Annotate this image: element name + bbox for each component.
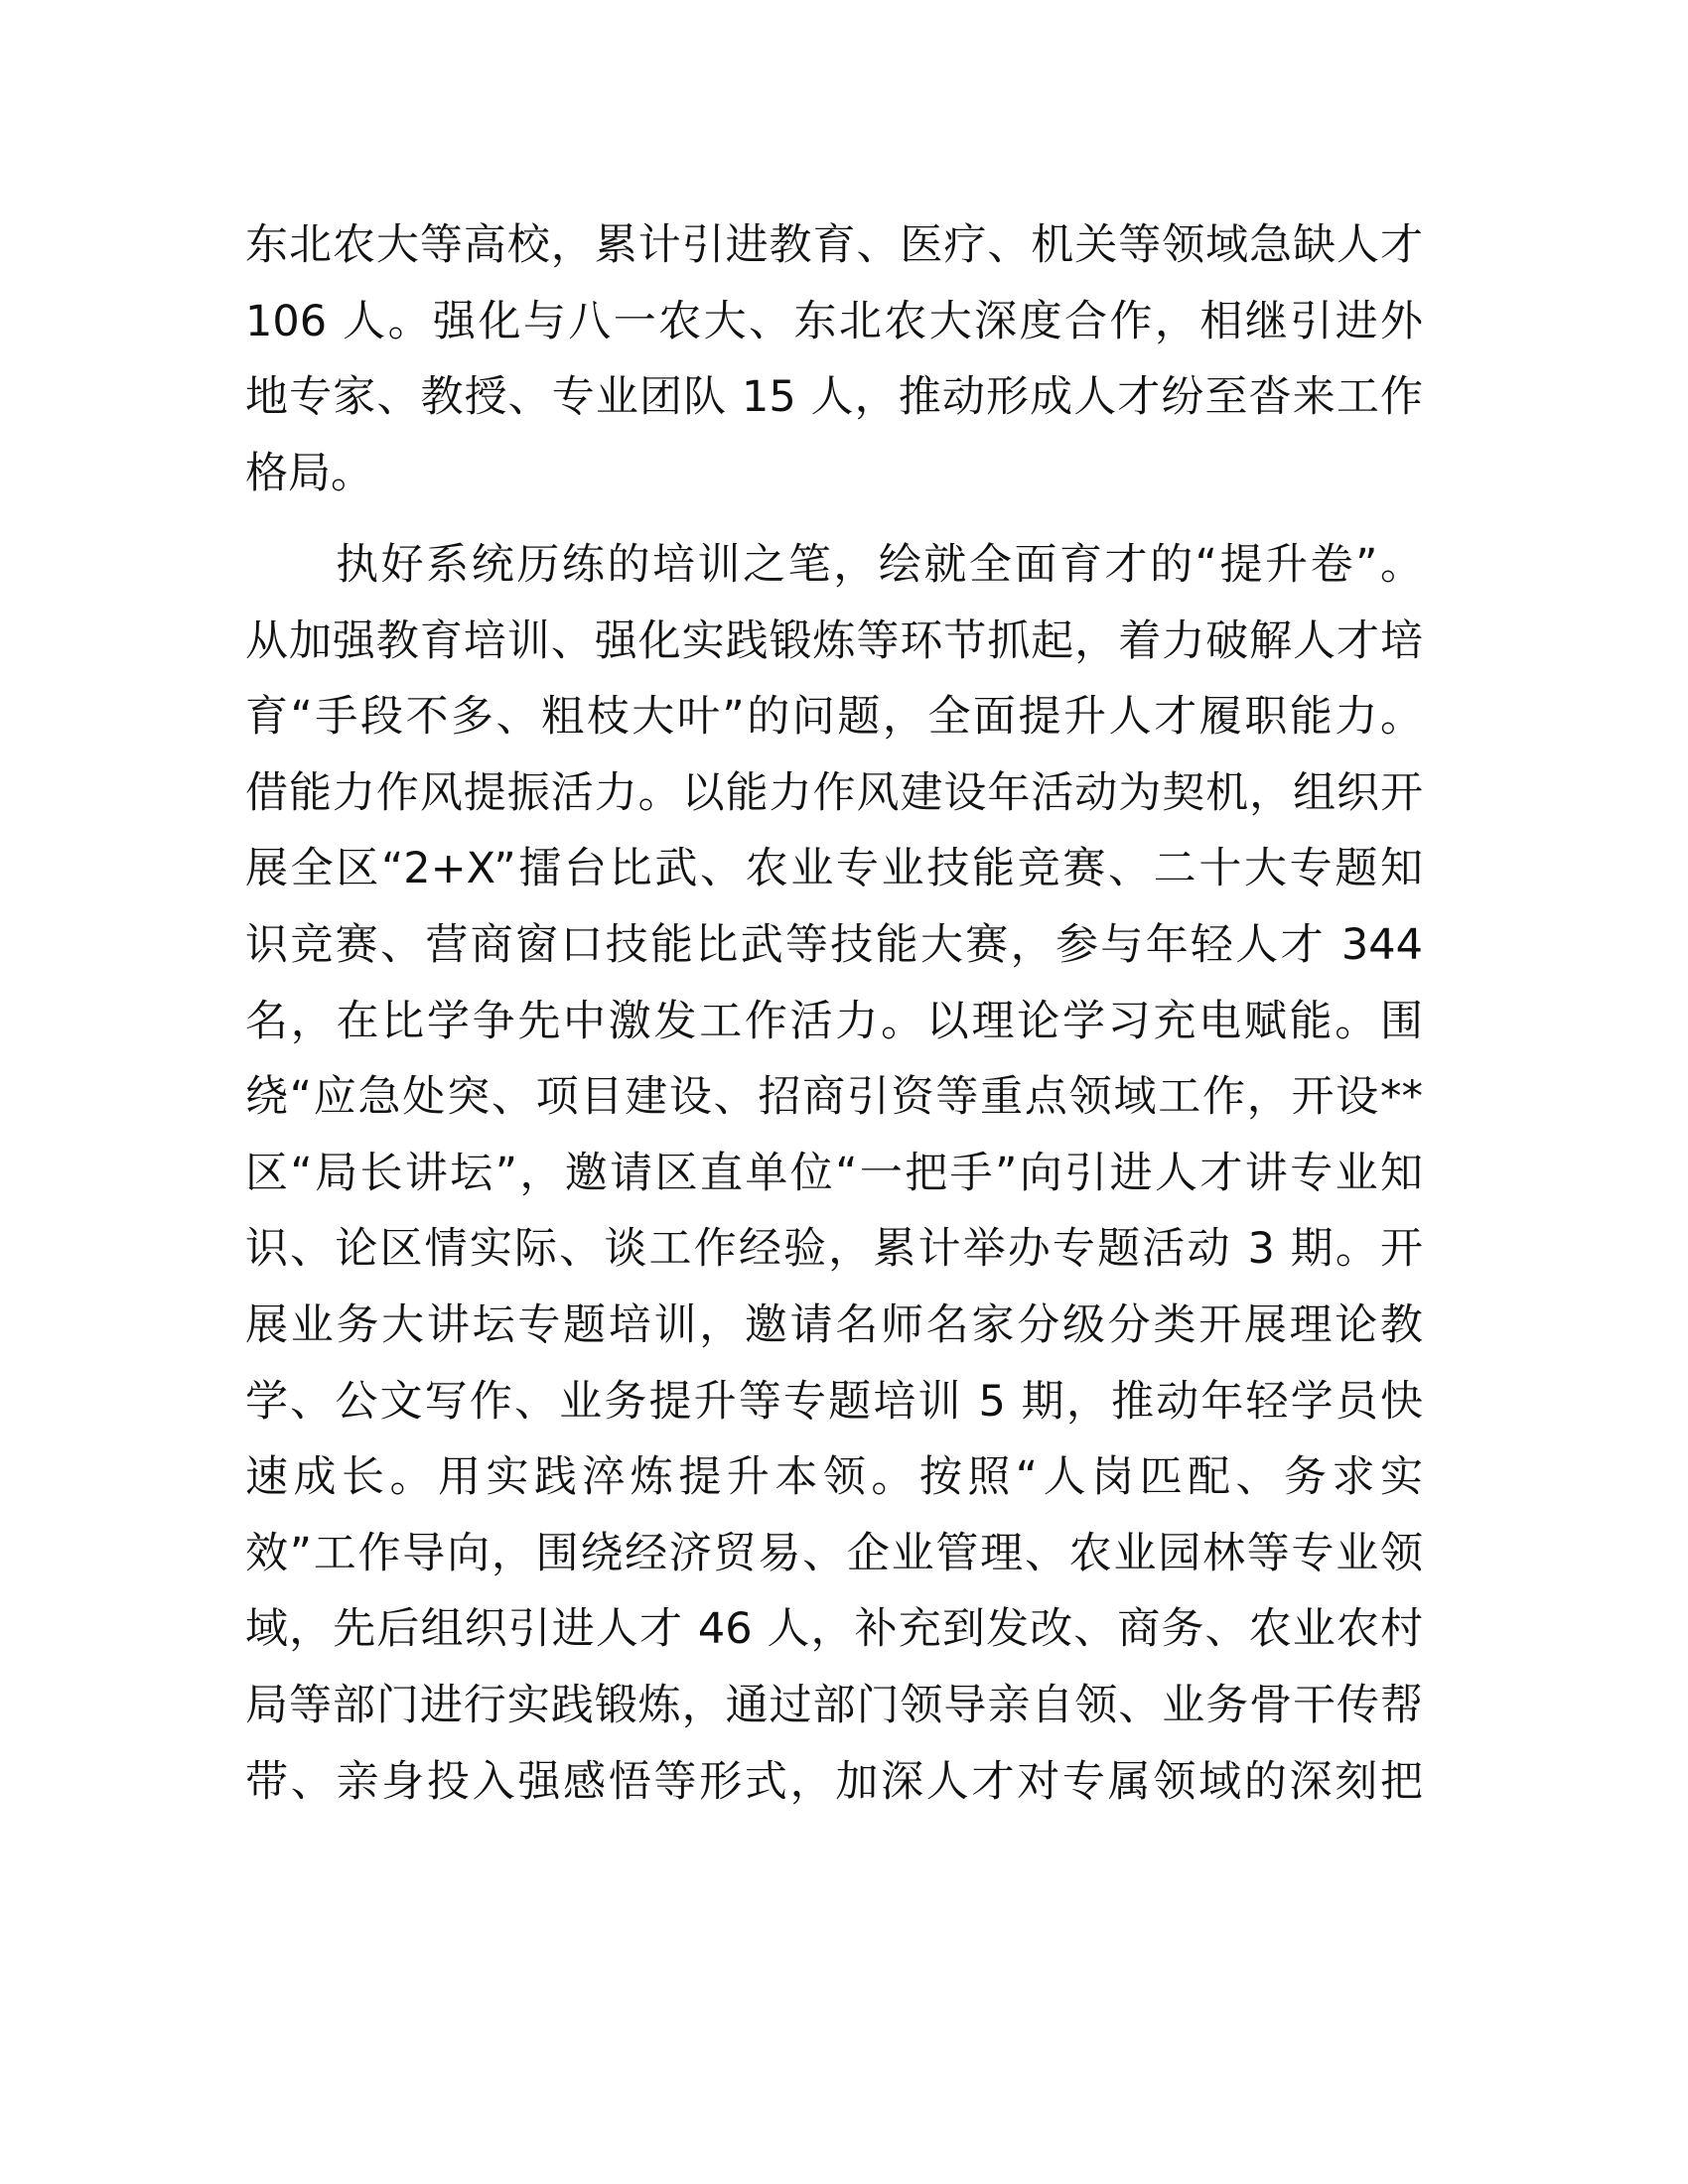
text-line: 东北农大等高校，累计引进教育、医疗、机关等领域急缺人才 — [245, 220, 1423, 270]
text-line: 区“局长讲坛”，邀请区直单位“一把手”向引进人才讲专业知 — [245, 1148, 1423, 1198]
text-line: 展全区“2+X”擂台比武、农业专业技能竞赛、二十大专题知 — [245, 844, 1423, 894]
text-line: 识竞赛、营商窗口技能比武等技能大赛，参与年轻人才 344 — [245, 920, 1423, 970]
text-line: 展业务大讲坛专题培训，邀请名师名家分级分类开展理论教 — [245, 1300, 1423, 1350]
text-line: 地专家、教授、专业团队 15 人，推动形成人才纷至沓来工作 — [245, 372, 1423, 423]
text-line: 106 人。强化与八一农大、东北农大深度合作，相继引进外 — [245, 296, 1423, 346]
text-line: 域，先后组织引进人才 46 人，补充到发改、商务、农业农村 — [245, 1604, 1423, 1655]
text-line: 借能力作风提振活力。以能力作风建设年活动为契机，组织开 — [245, 767, 1423, 818]
text-line: 局等部门进行实践锻炼，通过部门领导亲自领、业务骨干传帮 — [245, 1681, 1423, 1730]
text-line: 育“手段不多、粗枝大叶”的问题，全面提升人才履职能力。 — [245, 692, 1423, 743]
text-line: 从加强教育培训、强化实践锻炼等环节抓起，着力破解人才培 — [245, 615, 1423, 666]
text-line: 学、公文写作、业务提升等专题培训 5 期，推动年轻学员快 — [245, 1376, 1423, 1427]
text-line: 名，在比学争先中激发工作活力。以理论学习充电赋能。围 — [245, 996, 1423, 1046]
text-line: 效”工作导向，围绕经济贸易、企业管理、农业园林等专业领 — [245, 1528, 1423, 1578]
text-line: 执好系统历练的培训之笔，绘就全面育才的“提升卷”。 — [245, 540, 1423, 590]
text-line: 速成长。用实践淬炼提升本领。按照“人岗匹配、务求实 — [245, 1452, 1423, 1503]
text-line: 格局。 — [245, 448, 373, 498]
text-line: 带、亲身投入强感悟等形式，加深人才对专属领域的深刻把 — [245, 1756, 1423, 1807]
text-line: 识、论区情实际、谈工作经验，累计举办专题活动 3 期。开 — [245, 1224, 1423, 1275]
text-line: 绕“应急处突、项目建设、招商引资等重点领域工作，开设** — [245, 1072, 1423, 1123]
